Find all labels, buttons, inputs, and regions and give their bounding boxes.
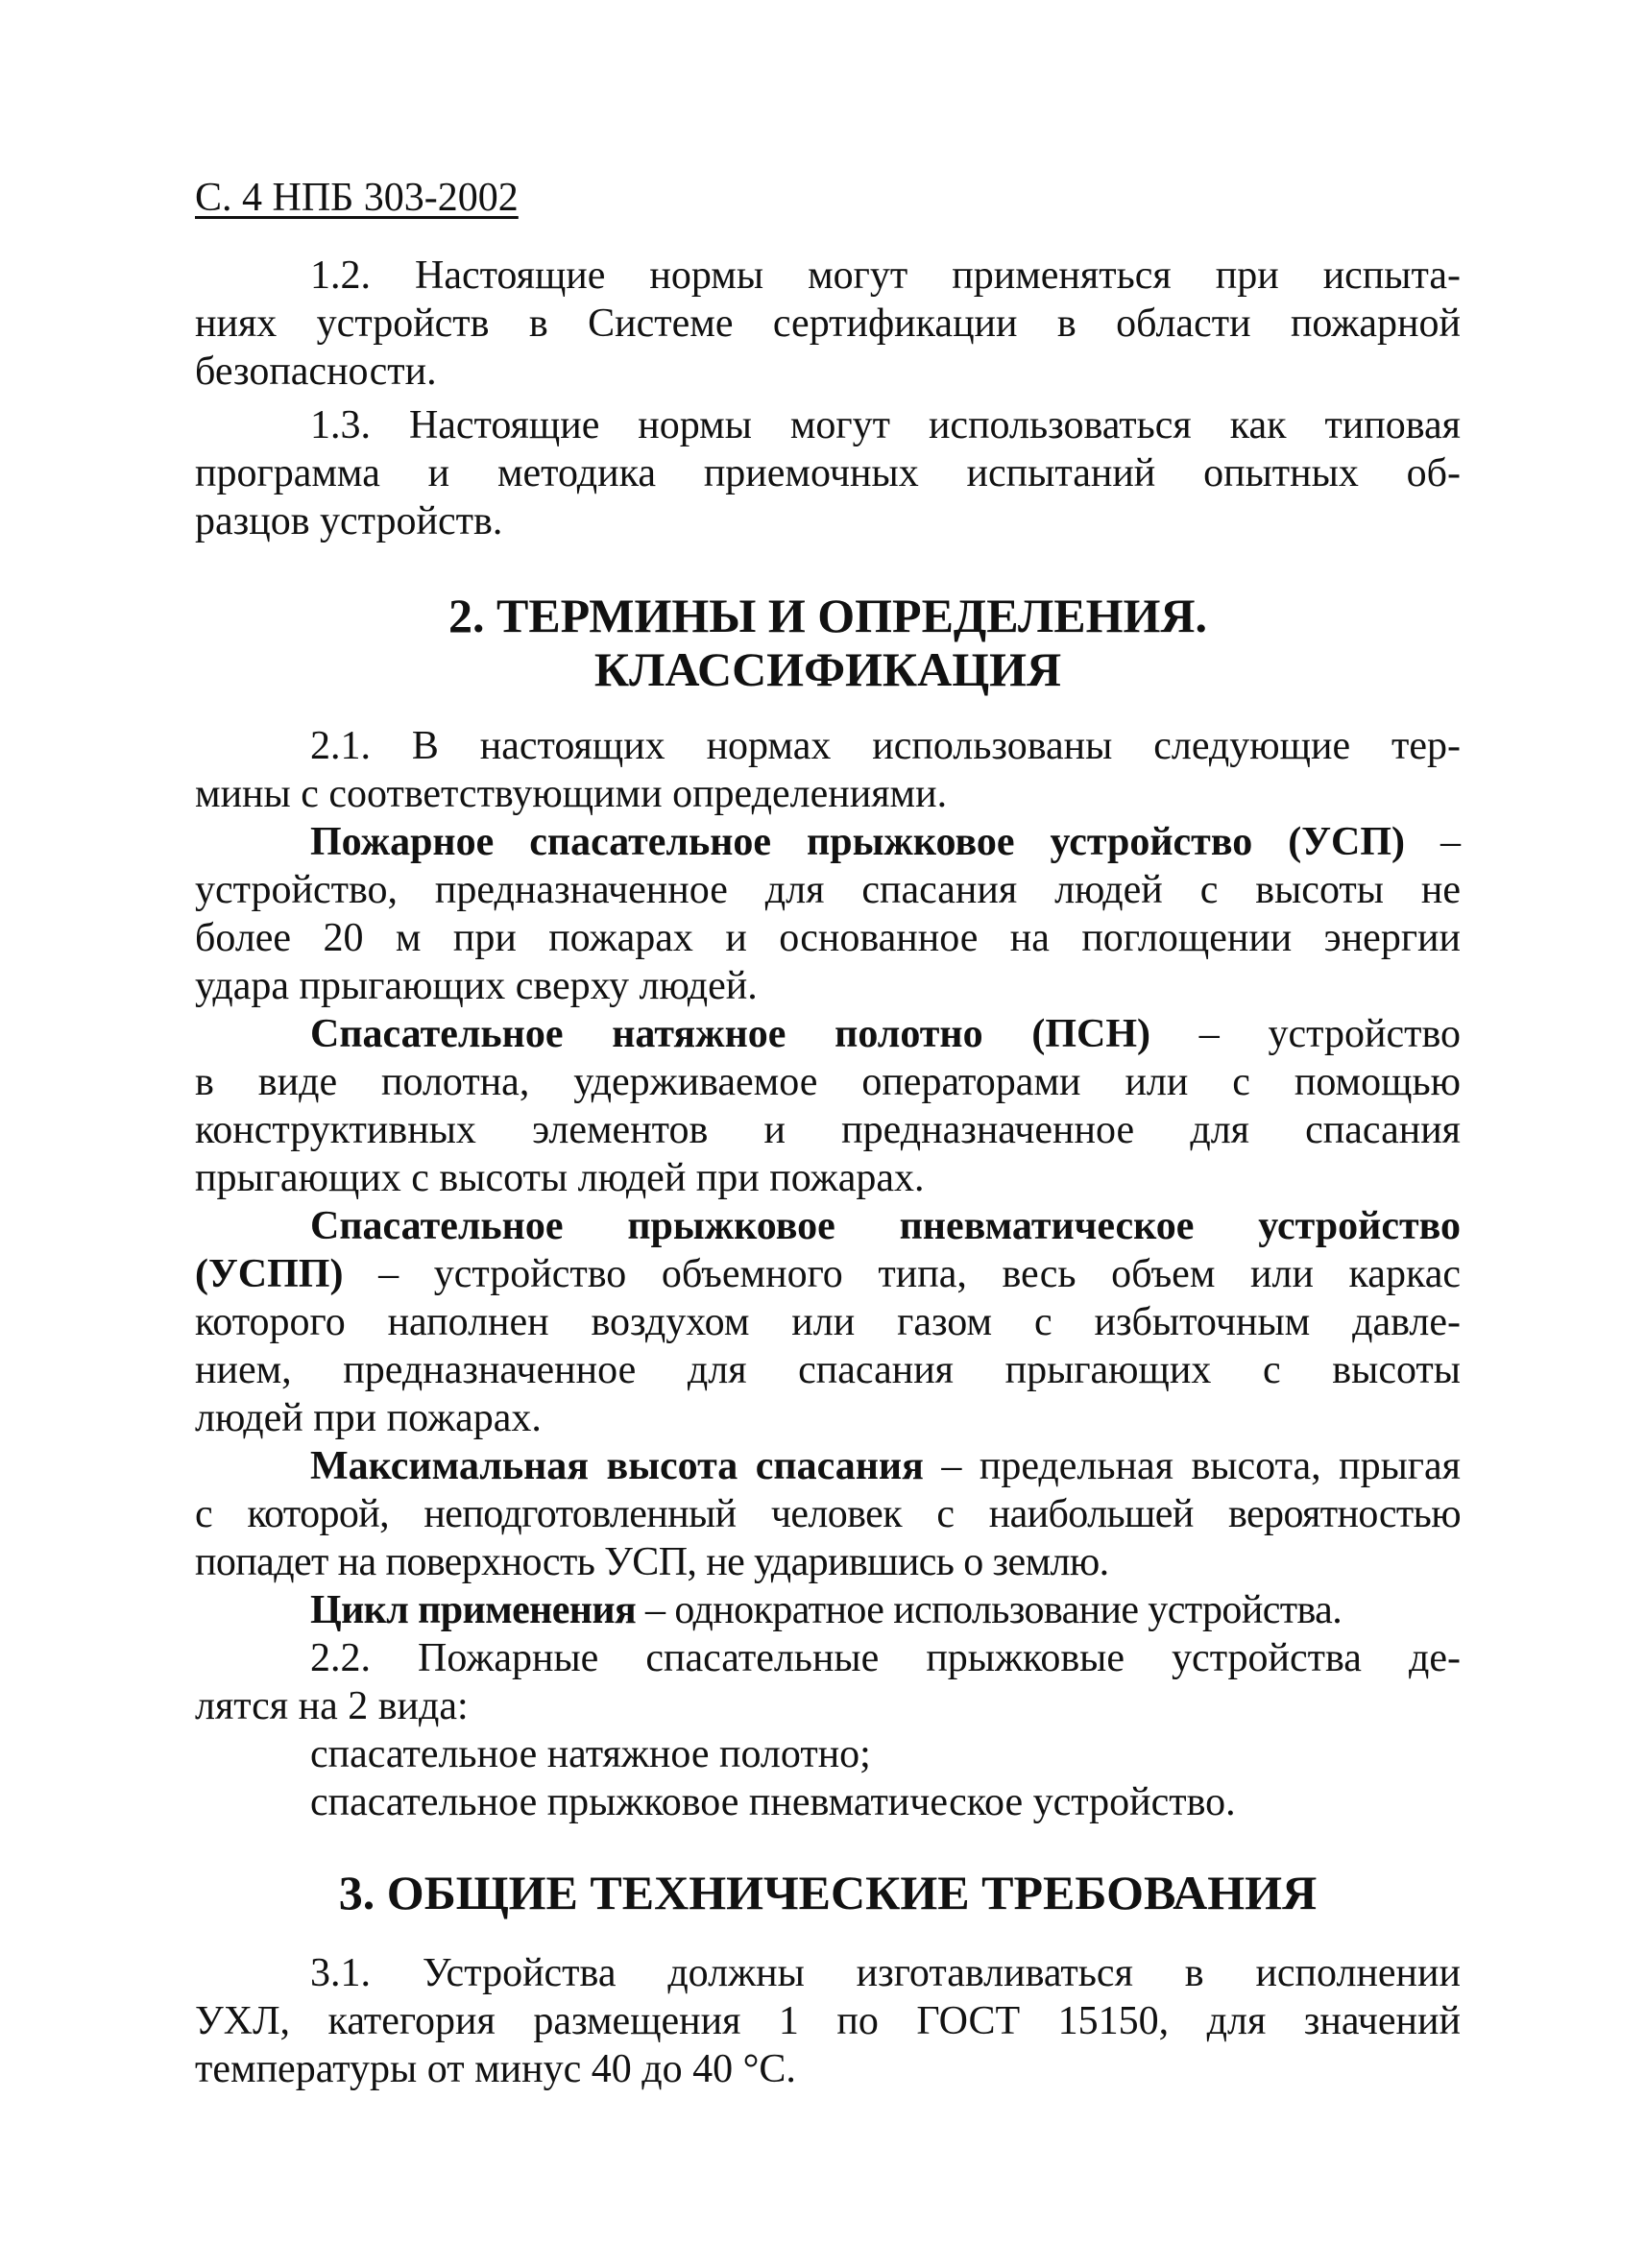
section-2-heading-line-1: 2. ТЕРМИНЫ И ОПРЕДЕЛЕНИЯ. — [448, 589, 1207, 642]
term-usp-line-3: более 20 м при пожарах и основанное на поглощении энергии — [195, 916, 1461, 960]
section-3-heading: 3. ОБЩИЕ ТЕХНИЧЕСКИЕ ТРЕБОВАНИЯ — [338, 1866, 1318, 1919]
paragraph-1-3-line-1: 1.3. Настоящие нормы могут использоваться как типовая — [310, 403, 1461, 447]
paragraph-1-2-line-1: 1.2. Настоящие нормы могут применяться при испыта- — [310, 253, 1461, 298]
term-usp-line-1 — [310, 818, 1461, 866]
term-psn-line-2: в виде полотна, удерживаемое операторами или с помощью — [195, 1060, 1461, 1104]
term-cycle-definition: – однократное использование устройства. — [645, 1588, 1343, 1632]
paragraph-3-1-line-1: 3.1. Устройства должны изготавливаться в исполнении — [310, 1951, 1461, 1995]
term-uspp-line-5: людей при пожарах. — [195, 1396, 542, 1440]
term-psn-definition-start: – устройство — [1198, 1012, 1462, 1056]
paragraph-1-2-line-3: безопасности. — [195, 350, 437, 394]
term-uspp-line-1: Спасательное прыжковое пневматическое устройство — [310, 1204, 1461, 1248]
term-usp-line-4: удара прыгающих сверху людей. — [195, 964, 758, 1008]
term-uspp-line-3: которого наполнен воздухом или газом с избыточным давле- — [195, 1300, 1461, 1344]
term-usp-name: Пожарное спасательное прыжковое устройство (УСП) — [310, 820, 1405, 864]
term-psn-name: Спасательное натяжное полотно (ПСН) — [310, 1012, 1151, 1056]
term-uspp-line-4: нием, предназначенное для спасания прыгающих с высоты — [195, 1348, 1461, 1392]
paragraph-1-2-line-2: ниях устройств в Системе сертификации в области пожарной — [195, 302, 1461, 346]
paragraph-2-2-line-1: 2.2. Пожарные спасательные прыжковые устройства де- — [310, 1636, 1461, 1680]
term-max-height-name: Максимальная высота спасания — [310, 1444, 924, 1488]
paragraph-1-3-line-2: программа и методика приемочных испытаний опытных об- — [195, 451, 1461, 495]
term-cycle-line-1 — [310, 1586, 1461, 1634]
term-max-height-line-3: попадет на поверхность УСП, не ударившись о землю. — [195, 1540, 1109, 1584]
term-uspp-definition-start: – устройство объемного типа, весь объем или каркас — [378, 1252, 1461, 1296]
term-psn-line-3: конструктивных элементов и предназначенное для спасания — [195, 1108, 1461, 1152]
paragraph-2-2-item-1: спасательное натяжное полотно; — [310, 1732, 871, 1776]
term-usp-line-2: устройство, предназначенное для спасания людей с высоты не — [195, 868, 1461, 912]
term-max-height-line-1 — [310, 1442, 1461, 1490]
term-psn-line-1 — [310, 1010, 1461, 1058]
page-header: С. 4 НПБ 303-2002 — [195, 176, 519, 220]
term-uspp-line-2 — [195, 1250, 1461, 1298]
section-2-heading-line-2: КЛАССИФИКАЦИЯ — [593, 642, 1062, 696]
term-uspp-abbr: (УСПП) — [195, 1252, 344, 1296]
paragraph-2-1-line-1: 2.1. В настоящих нормах использованы следующие тер- — [310, 724, 1461, 768]
paragraph-3-1-line-2: УХЛ, категория размещения 1 по ГОСТ 15150, для значений — [195, 1999, 1461, 2043]
term-cycle-name: Цикл применения — [310, 1588, 637, 1632]
paragraph-2-2-line-2: лятся на 2 вида: — [195, 1684, 469, 1728]
paragraph-1-3-line-3: разцов устройств. — [195, 499, 503, 543]
paragraph-2-1-line-2: мины с соответствующими определениями. — [195, 772, 948, 816]
term-psn-line-4: прыгающих с высоты людей при пожарах. — [195, 1156, 925, 1200]
paragraph-3-1-line-3: температуры от минус 40 до 40 °С. — [195, 2047, 796, 2091]
term-max-height-line-2: с которой, неподготовленный человек с наибольшей вероятностью — [195, 1492, 1461, 1536]
paragraph-2-2-item-2: спасательное прыжковое пневматическое устройство. — [310, 1780, 1236, 1824]
term-max-height-definition-start: – предельная высота, прыгая — [941, 1444, 1461, 1488]
term-usp-dash: – — [1440, 820, 1461, 864]
